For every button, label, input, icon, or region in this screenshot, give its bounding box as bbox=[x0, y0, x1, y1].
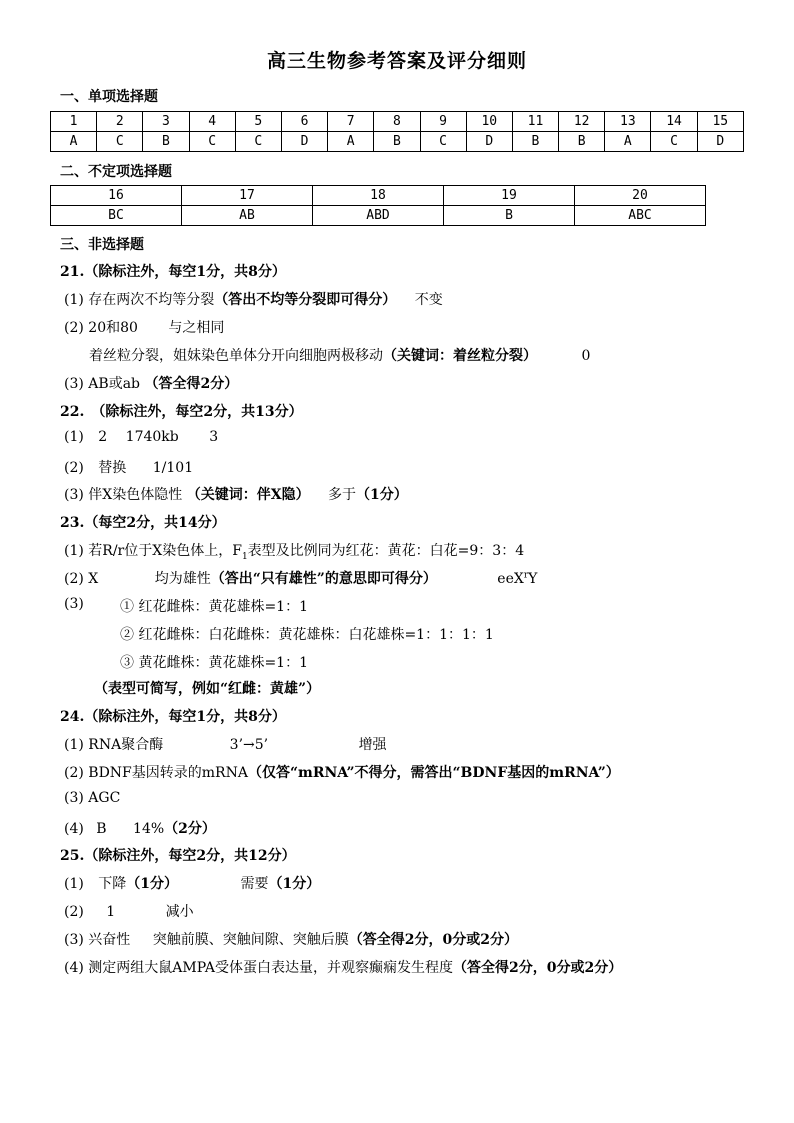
q23-line-1 bbox=[64, 540, 524, 562]
q22-line-2 bbox=[64, 457, 193, 477]
q25-line-2 bbox=[64, 901, 194, 921]
genotype-part: Y bbox=[528, 571, 538, 587]
question-number: 7 bbox=[328, 112, 374, 132]
item-number: (2) bbox=[64, 904, 84, 920]
answer-cell: B bbox=[374, 132, 420, 152]
answer-text: 多于 bbox=[328, 487, 357, 503]
q24-line-4 bbox=[64, 818, 216, 838]
scoring-note: （答出“只有雄性”的意思即可得分） bbox=[210, 571, 437, 587]
table-row bbox=[51, 206, 706, 226]
question-number: 13 bbox=[605, 112, 651, 132]
table-row bbox=[51, 186, 706, 206]
q23-option-3: ③ 黄花雌株：黄花雄株=1：1 bbox=[120, 655, 308, 671]
question-number: 17 bbox=[182, 186, 313, 206]
answer-text: 均为雄性 bbox=[154, 571, 211, 587]
answer-cell: C bbox=[420, 132, 466, 152]
answer-text: RNA聚合酶 bbox=[88, 737, 164, 753]
q24-heading: 24.（除标注外，每空1分，共8分） bbox=[60, 709, 286, 725]
scoring-note: （答全得2分，0分或2分） bbox=[453, 960, 623, 976]
q22-line-1 bbox=[64, 429, 218, 445]
q23-option-1: ① 红花雌株：黄花雄株=1：1 bbox=[120, 599, 308, 615]
answer-cell: C bbox=[189, 132, 235, 152]
answer-cell: A bbox=[51, 132, 97, 152]
answer-cell: B bbox=[444, 206, 575, 226]
answer-text: 下降 bbox=[98, 876, 127, 892]
answer-text: 0 bbox=[581, 348, 591, 364]
answer-text: 存在两次不均等分裂 bbox=[88, 292, 215, 308]
item-number: (3) bbox=[64, 376, 84, 392]
genotype bbox=[497, 571, 537, 587]
question-number: 19 bbox=[444, 186, 575, 206]
answer-text: 增强 bbox=[358, 737, 387, 753]
page-title: 高三生物参考答案及评分细则 bbox=[266, 50, 527, 72]
q21-line-2 bbox=[64, 317, 224, 337]
item-number: (1) bbox=[64, 876, 84, 892]
item-number: (1) bbox=[64, 292, 84, 308]
answer-cell: B bbox=[512, 132, 558, 152]
question-number: 16 bbox=[51, 186, 182, 206]
answer-text: 减小 bbox=[165, 904, 194, 920]
question-number: 14 bbox=[651, 112, 697, 132]
answer-text: 着丝粒分裂，姐妹染色单体分开向细胞两极移动 bbox=[89, 348, 383, 364]
answer-text: 与之相同 bbox=[168, 320, 225, 336]
question-number: 12 bbox=[559, 112, 605, 132]
answer-text: 若R/r位于X染色体上，F bbox=[88, 543, 242, 559]
q25-line-1 bbox=[64, 873, 320, 893]
question-number: 5 bbox=[235, 112, 281, 132]
q25-line-3 bbox=[64, 929, 518, 949]
question-number: 3 bbox=[143, 112, 189, 132]
scoring-note: （2分） bbox=[164, 821, 216, 837]
table-row bbox=[51, 112, 744, 132]
answer-text: AB或ab bbox=[88, 376, 141, 392]
genotype-part: eeX bbox=[497, 571, 524, 587]
scoring-note: （关键词：着丝粒分裂） bbox=[383, 348, 537, 364]
answer-text: BDNF基因转录的mRNA bbox=[88, 765, 248, 781]
answer-text: 测定两组大鼠AMPA受体蛋白表达量，并观察癫痫发生程度 bbox=[88, 960, 453, 976]
answer-text: X bbox=[88, 571, 99, 587]
item-number: (4) bbox=[64, 821, 84, 837]
item-number: (1) bbox=[64, 429, 84, 445]
q22-line-3 bbox=[64, 484, 408, 504]
answer-text: 3 bbox=[209, 429, 219, 445]
scoring-note: （1分） bbox=[126, 876, 179, 892]
q23-heading: 23.（每空2分，共14分） bbox=[60, 515, 226, 531]
superscript: r bbox=[523, 570, 529, 581]
answer-text: 1 bbox=[106, 904, 116, 920]
answer-cell: C bbox=[651, 132, 697, 152]
answer-text: 1740kb bbox=[125, 429, 179, 445]
q21-line-4 bbox=[64, 373, 238, 393]
answer-text: 突触前膜、突触间隙、突触后膜 bbox=[152, 932, 349, 948]
answer-text: AGC bbox=[88, 790, 121, 806]
answer-text: 不变 bbox=[414, 292, 443, 308]
single-choice-table bbox=[50, 111, 744, 152]
q24-line-3 bbox=[64, 790, 120, 806]
item-number: (3) bbox=[64, 790, 84, 806]
q25-line-4 bbox=[64, 957, 622, 977]
q21-heading: 21.（除标注外，每空1分，共8分） bbox=[60, 264, 286, 280]
answer-cell: AB bbox=[182, 206, 313, 226]
q22-heading: 22. （除标注外，每空2分，共13分） bbox=[60, 404, 303, 420]
answer-text: 替换 bbox=[98, 460, 127, 476]
scoring-note: （关键词：伴X隐） bbox=[186, 487, 310, 503]
question-number: 15 bbox=[697, 112, 743, 132]
answer-cell: C bbox=[97, 132, 143, 152]
section-1-heading: 一、单项选择题 bbox=[60, 89, 158, 105]
item-number: (3) bbox=[64, 932, 84, 948]
answer-cell: A bbox=[605, 132, 651, 152]
answer-text: 14% bbox=[133, 821, 165, 837]
q23-option-2: ② 红花雌株：白花雌株：黄花雄株：白花雄株=1：1：1：1 bbox=[120, 627, 494, 643]
answer-cell: D bbox=[281, 132, 327, 152]
item-number: (1) bbox=[64, 543, 84, 559]
answer-text: 伴X染色体隐性 bbox=[88, 487, 183, 503]
q23-line-3-number: (3) bbox=[64, 596, 84, 612]
question-number: 20 bbox=[575, 186, 706, 206]
answer-text: 表型及比例同为红花：黄花：白花=9：3：4 bbox=[247, 543, 525, 559]
item-number: (3) bbox=[64, 487, 84, 503]
question-number: 8 bbox=[374, 112, 420, 132]
question-number: 1 bbox=[51, 112, 97, 132]
q21-line-3 bbox=[89, 345, 590, 365]
item-number: (2) bbox=[64, 320, 84, 336]
answer-cell: B bbox=[559, 132, 605, 152]
item-number: (2) bbox=[64, 571, 84, 587]
answer-cell: D bbox=[697, 132, 743, 152]
answer-text: 需要 bbox=[240, 876, 269, 892]
answer-text: 1/101 bbox=[152, 460, 194, 476]
answer-cell: BC bbox=[51, 206, 182, 226]
section-2-heading: 二、不定项选择题 bbox=[60, 164, 172, 180]
item-number: (1) bbox=[64, 737, 84, 753]
scoring-note: （答全得2分，0分或2分） bbox=[348, 932, 518, 948]
q24-line-1 bbox=[64, 734, 387, 754]
item-number: (4) bbox=[64, 960, 84, 976]
q23-note: （表型可简写，例如“红雌：黄雄”） bbox=[94, 681, 321, 697]
section-3-heading: 三、非选择题 bbox=[60, 237, 144, 253]
answer-cell: A bbox=[328, 132, 374, 152]
answer-text: 3’→5’ bbox=[229, 737, 269, 753]
question-number: 2 bbox=[97, 112, 143, 132]
q21-line-1 bbox=[64, 289, 443, 309]
table-row bbox=[51, 132, 744, 152]
answer-text: B bbox=[96, 821, 107, 837]
answer-cell: D bbox=[466, 132, 512, 152]
scoring-note: （仅答“mRNA”不得分，需答出“BDNF基因的mRNA”） bbox=[247, 765, 620, 781]
scoring-note: （答全得2分） bbox=[144, 376, 239, 392]
item-number: (2) bbox=[64, 460, 84, 476]
answer-text: 2 bbox=[98, 429, 108, 445]
question-number: 6 bbox=[281, 112, 327, 132]
answer-cell: ABD bbox=[313, 206, 444, 226]
q23-line-2 bbox=[64, 568, 537, 588]
multi-choice-table bbox=[50, 185, 706, 226]
subscript: 1 bbox=[241, 551, 248, 562]
item-number: (2) bbox=[64, 765, 84, 781]
question-number: 10 bbox=[466, 112, 512, 132]
answer-text: 兴奋性 bbox=[88, 932, 131, 948]
question-number: 18 bbox=[313, 186, 444, 206]
scoring-note: （1分） bbox=[356, 487, 408, 503]
question-number: 11 bbox=[512, 112, 558, 132]
question-number: 4 bbox=[189, 112, 235, 132]
question-number: 9 bbox=[420, 112, 466, 132]
answer-cell: ABC bbox=[575, 206, 706, 226]
answer-cell: C bbox=[235, 132, 281, 152]
scoring-note: （答出不均等分裂即可得分） bbox=[214, 292, 397, 308]
answer-text: 20和80 bbox=[88, 320, 138, 336]
scoring-note: （1分） bbox=[268, 876, 321, 892]
q25-heading: 25.（除标注外，每空2分，共12分） bbox=[60, 848, 296, 864]
q24-line-2 bbox=[64, 762, 620, 782]
answer-cell: B bbox=[143, 132, 189, 152]
